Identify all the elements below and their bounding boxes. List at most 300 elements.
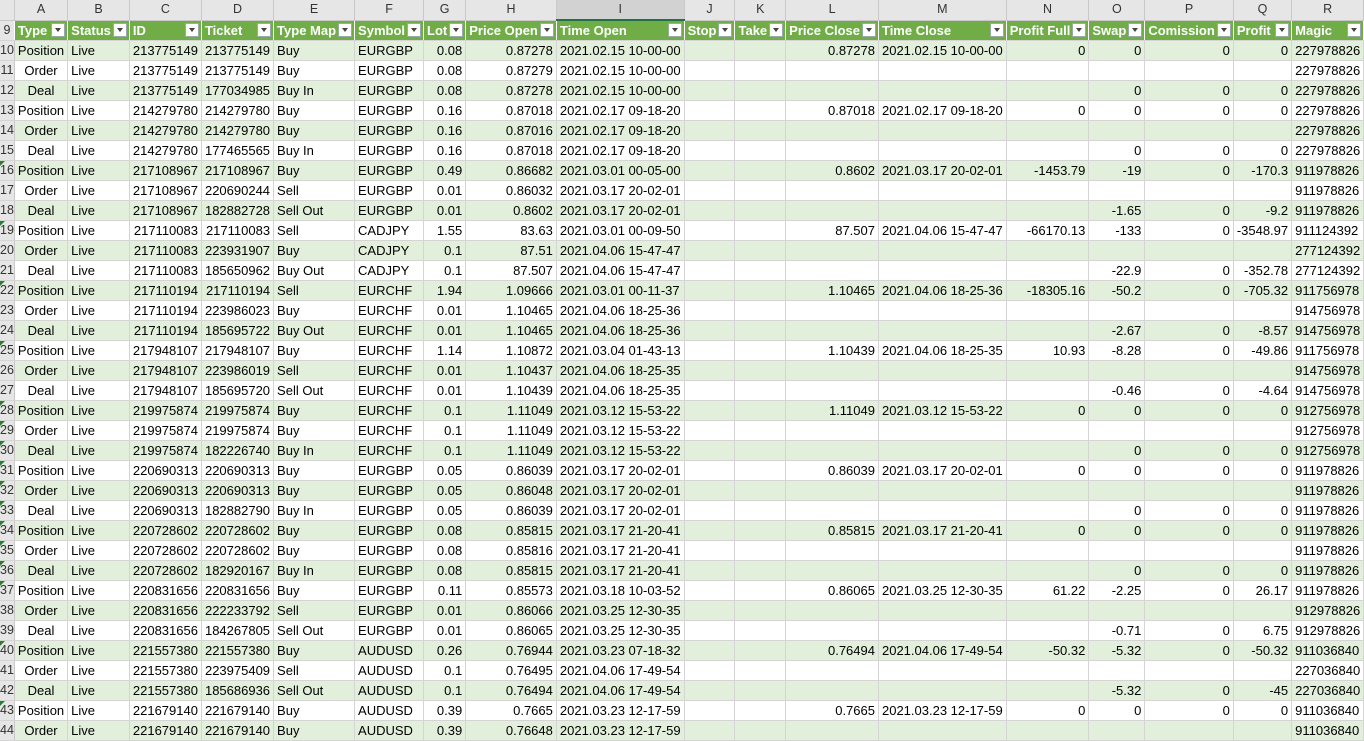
- column-letter-b[interactable]: B: [68, 0, 130, 20]
- cell[interactable]: 914756978: [1292, 361, 1364, 381]
- cell[interactable]: Sell: [274, 181, 355, 201]
- cell[interactable]: 0: [1145, 201, 1233, 221]
- cell[interactable]: 0.05: [424, 481, 466, 501]
- cell[interactable]: 220728602: [129, 521, 201, 541]
- cell[interactable]: -50.2: [1089, 281, 1145, 301]
- cell[interactable]: [684, 241, 735, 261]
- cell[interactable]: Order: [14, 541, 67, 561]
- filter-dropdown-icon[interactable]: [407, 23, 421, 37]
- cell[interactable]: [684, 101, 735, 121]
- cell[interactable]: [878, 421, 1006, 441]
- cell[interactable]: [1145, 661, 1233, 681]
- cell[interactable]: Buy: [274, 61, 355, 81]
- cell[interactable]: [878, 81, 1006, 101]
- cell[interactable]: [878, 721, 1006, 741]
- cell[interactable]: [1145, 541, 1233, 561]
- column-letter-e[interactable]: E: [274, 0, 355, 20]
- cell[interactable]: [1006, 361, 1089, 381]
- cell[interactable]: [735, 161, 786, 181]
- column-letter-h[interactable]: H: [466, 0, 557, 20]
- cell[interactable]: [735, 721, 786, 741]
- cell[interactable]: -66170.13: [1006, 221, 1089, 241]
- cell[interactable]: EURCHF: [355, 321, 424, 341]
- cell[interactable]: 220690313: [129, 461, 201, 481]
- select-all-corner[interactable]: [0, 0, 14, 20]
- cell[interactable]: [786, 541, 879, 561]
- cell[interactable]: 221679140: [129, 701, 201, 721]
- cell[interactable]: [684, 561, 735, 581]
- cell[interactable]: Sell Out: [274, 201, 355, 221]
- cell[interactable]: [1006, 141, 1089, 161]
- cell[interactable]: 2021.03.23 07-18-32: [556, 641, 684, 661]
- cell[interactable]: [684, 321, 735, 341]
- cell[interactable]: 0.16: [424, 121, 466, 141]
- cell[interactable]: [1233, 481, 1291, 501]
- row-number[interactable]: 44: [0, 721, 14, 741]
- cell[interactable]: 911978826: [1292, 521, 1364, 541]
- cell[interactable]: EURGBP: [355, 61, 424, 81]
- column-letter-r[interactable]: R: [1292, 0, 1364, 20]
- cell[interactable]: Live: [68, 101, 130, 121]
- cell[interactable]: 185686936: [201, 681, 273, 701]
- cell[interactable]: 0.1: [424, 401, 466, 421]
- cell[interactable]: 0.86039: [466, 461, 557, 481]
- column-letter-j[interactable]: J: [684, 0, 735, 20]
- cell[interactable]: 0: [1233, 521, 1291, 541]
- cell[interactable]: Position: [14, 461, 67, 481]
- cell[interactable]: [1089, 61, 1145, 81]
- cell[interactable]: 1.10465: [466, 301, 557, 321]
- cell[interactable]: 0.87016: [466, 121, 557, 141]
- cell[interactable]: 0: [1089, 41, 1145, 61]
- cell[interactable]: 221557380: [129, 641, 201, 661]
- cell[interactable]: 0: [1089, 441, 1145, 461]
- cell[interactable]: Live: [68, 121, 130, 141]
- cell[interactable]: 0: [1145, 501, 1233, 521]
- cell[interactable]: [1006, 721, 1089, 741]
- cell[interactable]: [1089, 661, 1145, 681]
- cell[interactable]: 0.7665: [786, 701, 879, 721]
- cell[interactable]: [735, 101, 786, 121]
- cell[interactable]: 221679140: [201, 701, 273, 721]
- cell[interactable]: Live: [68, 141, 130, 161]
- filter-dropdown-icon[interactable]: [668, 23, 682, 37]
- cell[interactable]: [786, 481, 879, 501]
- cell[interactable]: 10.93: [1006, 341, 1089, 361]
- cell[interactable]: Live: [68, 721, 130, 741]
- row-number[interactable]: 23: [0, 301, 14, 321]
- cell[interactable]: 0: [1145, 101, 1233, 121]
- cell[interactable]: [684, 381, 735, 401]
- cell[interactable]: 1.11049: [466, 421, 557, 441]
- cell[interactable]: 0: [1145, 281, 1233, 301]
- cell[interactable]: 0: [1089, 701, 1145, 721]
- row-number[interactable]: 16: [0, 161, 14, 181]
- row-number[interactable]: 27: [0, 381, 14, 401]
- cell[interactable]: 2021.03.01 00-11-37: [556, 281, 684, 301]
- cell[interactable]: -170.3: [1233, 161, 1291, 181]
- cell[interactable]: 83.63: [466, 221, 557, 241]
- cell[interactable]: [684, 261, 735, 281]
- cell[interactable]: 1.11049: [786, 401, 879, 421]
- cell[interactable]: 0.08: [424, 541, 466, 561]
- cell[interactable]: [735, 121, 786, 141]
- cell[interactable]: 0.85815: [466, 561, 557, 581]
- cell[interactable]: Live: [68, 61, 130, 81]
- cell[interactable]: 0.05: [424, 501, 466, 521]
- row-number[interactable]: 40: [0, 641, 14, 661]
- cell[interactable]: 911978826: [1292, 181, 1364, 201]
- cell[interactable]: 2021.02.17 09-18-20: [878, 101, 1006, 121]
- cell[interactable]: [684, 641, 735, 661]
- cell[interactable]: Buy: [274, 241, 355, 261]
- cell[interactable]: [1233, 61, 1291, 81]
- row-number[interactable]: 24: [0, 321, 14, 341]
- cell[interactable]: [735, 41, 786, 61]
- cell[interactable]: Buy In: [274, 561, 355, 581]
- cell[interactable]: 0.76495: [466, 661, 557, 681]
- cell[interactable]: 0.87278: [466, 81, 557, 101]
- cell[interactable]: Live: [68, 181, 130, 201]
- cell[interactable]: 221679140: [129, 721, 201, 741]
- cell[interactable]: 185650962: [201, 261, 273, 281]
- cell[interactable]: 223931907: [201, 241, 273, 261]
- cell[interactable]: [684, 41, 735, 61]
- cell[interactable]: Position: [14, 161, 67, 181]
- cell[interactable]: 0: [1006, 401, 1089, 421]
- cell[interactable]: Live: [68, 381, 130, 401]
- cell[interactable]: 2021.02.15 10-00-00: [878, 41, 1006, 61]
- cell[interactable]: [878, 601, 1006, 621]
- cell[interactable]: 0: [1233, 401, 1291, 421]
- cell[interactable]: 912756978: [1292, 441, 1364, 461]
- cell[interactable]: 2021.03.17 20-02-01: [556, 181, 684, 201]
- cell[interactable]: 0: [1145, 41, 1233, 61]
- cell[interactable]: 0.76944: [466, 641, 557, 661]
- cell[interactable]: EURCHF: [355, 301, 424, 321]
- cell[interactable]: AUDUSD: [355, 681, 424, 701]
- cell[interactable]: 0.87018: [466, 101, 557, 121]
- cell[interactable]: 87.507: [466, 261, 557, 281]
- cell[interactable]: 177034985: [201, 81, 273, 101]
- cell[interactable]: [684, 461, 735, 481]
- cell[interactable]: Buy Out: [274, 321, 355, 341]
- cell[interactable]: 227978826: [1292, 41, 1364, 61]
- cell[interactable]: [1145, 721, 1233, 741]
- cell[interactable]: [684, 341, 735, 361]
- cell[interactable]: [1006, 561, 1089, 581]
- cell[interactable]: Deal: [14, 261, 67, 281]
- cell[interactable]: 227978826: [1292, 81, 1364, 101]
- cell[interactable]: 914756978: [1292, 381, 1364, 401]
- cell[interactable]: 2021.03.23 12-17-59: [878, 701, 1006, 721]
- cell[interactable]: 912978826: [1292, 621, 1364, 641]
- cell[interactable]: Deal: [14, 441, 67, 461]
- cell[interactable]: EURGBP: [355, 81, 424, 101]
- cell[interactable]: EURGBP: [355, 601, 424, 621]
- cell[interactable]: Buy: [274, 101, 355, 121]
- cell[interactable]: [735, 221, 786, 241]
- cell[interactable]: Order: [14, 301, 67, 321]
- cell[interactable]: Live: [68, 521, 130, 541]
- cell[interactable]: 182920167: [201, 561, 273, 581]
- cell[interactable]: EURCHF: [355, 361, 424, 381]
- cell[interactable]: 1.10437: [466, 361, 557, 381]
- cell[interactable]: 0.08: [424, 41, 466, 61]
- cell[interactable]: [735, 621, 786, 641]
- cell[interactable]: [786, 201, 879, 221]
- cell[interactable]: EURCHF: [355, 381, 424, 401]
- column-letter-g[interactable]: G: [424, 0, 466, 20]
- cell[interactable]: 1.10465: [786, 281, 879, 301]
- cell[interactable]: [878, 321, 1006, 341]
- filter-dropdown-icon[interactable]: [113, 23, 127, 37]
- cell[interactable]: 221557380: [201, 641, 273, 661]
- row-number[interactable]: 43: [0, 701, 14, 721]
- cell[interactable]: [735, 541, 786, 561]
- cell[interactable]: 0: [1145, 341, 1233, 361]
- cell[interactable]: 2021.04.06 17-49-54: [556, 681, 684, 701]
- cell[interactable]: Live: [68, 681, 130, 701]
- cell[interactable]: [878, 301, 1006, 321]
- cell[interactable]: [735, 501, 786, 521]
- cell[interactable]: 2021.02.15 10-00-00: [556, 81, 684, 101]
- cell[interactable]: -5.32: [1089, 681, 1145, 701]
- cell[interactable]: 1.94: [424, 281, 466, 301]
- cell[interactable]: [1145, 301, 1233, 321]
- cell[interactable]: -2.67: [1089, 321, 1145, 341]
- cell[interactable]: 0: [1233, 41, 1291, 61]
- cell[interactable]: [1006, 381, 1089, 401]
- cell[interactable]: [878, 681, 1006, 701]
- cell[interactable]: Buy: [274, 401, 355, 421]
- cell[interactable]: [1006, 421, 1089, 441]
- cell[interactable]: 2021.02.17 09-18-20: [556, 101, 684, 121]
- cell[interactable]: 0.16: [424, 101, 466, 121]
- cell[interactable]: 0: [1145, 161, 1233, 181]
- cell[interactable]: Order: [14, 481, 67, 501]
- cell[interactable]: Sell Out: [274, 681, 355, 701]
- cell[interactable]: 911756978: [1292, 281, 1364, 301]
- row-number[interactable]: 26: [0, 361, 14, 381]
- cell[interactable]: Deal: [14, 321, 67, 341]
- cell[interactable]: 0.86065: [466, 621, 557, 641]
- cell[interactable]: -352.78: [1233, 261, 1291, 281]
- cell[interactable]: 0.1: [424, 661, 466, 681]
- cell[interactable]: 0: [1233, 81, 1291, 101]
- cell[interactable]: Live: [68, 461, 130, 481]
- cell[interactable]: 6.75: [1233, 621, 1291, 641]
- cell[interactable]: 184267805: [201, 621, 273, 641]
- cell[interactable]: Live: [68, 481, 130, 501]
- cell[interactable]: Order: [14, 361, 67, 381]
- cell[interactable]: 0: [1089, 521, 1145, 541]
- cell[interactable]: 0.76494: [466, 681, 557, 701]
- cell[interactable]: 911978826: [1292, 581, 1364, 601]
- cell[interactable]: 2021.03.12 15-53-22: [556, 401, 684, 421]
- cell[interactable]: -3548.97: [1233, 221, 1291, 241]
- cell[interactable]: 214279780: [201, 121, 273, 141]
- cell[interactable]: 227036840: [1292, 681, 1364, 701]
- filter-dropdown-icon[interactable]: [769, 23, 783, 37]
- row-number[interactable]: 38: [0, 601, 14, 621]
- cell[interactable]: 0.16: [424, 141, 466, 161]
- cell[interactable]: Deal: [14, 561, 67, 581]
- cell[interactable]: Position: [14, 41, 67, 61]
- cell[interactable]: AUDUSD: [355, 641, 424, 661]
- cell[interactable]: EURGBP: [355, 521, 424, 541]
- cell[interactable]: [1089, 241, 1145, 261]
- cell[interactable]: [878, 501, 1006, 521]
- row-number[interactable]: 11: [0, 61, 14, 81]
- cell[interactable]: 2021.04.06 15-47-47: [556, 261, 684, 281]
- cell[interactable]: 911036840: [1292, 721, 1364, 741]
- cell[interactable]: 1.10439: [786, 341, 879, 361]
- cell[interactable]: Buy: [274, 461, 355, 481]
- filter-dropdown-icon[interactable]: [449, 23, 463, 37]
- cell[interactable]: 0.1: [424, 261, 466, 281]
- cell[interactable]: Live: [68, 361, 130, 381]
- cell[interactable]: 61.22: [1006, 581, 1089, 601]
- cell[interactable]: Sell: [274, 221, 355, 241]
- cell[interactable]: [878, 381, 1006, 401]
- cell[interactable]: [1006, 261, 1089, 281]
- cell[interactable]: Live: [68, 561, 130, 581]
- cell[interactable]: [684, 521, 735, 541]
- cell[interactable]: 0.01: [424, 181, 466, 201]
- cell[interactable]: 182226740: [201, 441, 273, 461]
- cell[interactable]: EURCHF: [355, 281, 424, 301]
- cell[interactable]: 185695722: [201, 321, 273, 341]
- cell[interactable]: Live: [68, 41, 130, 61]
- cell[interactable]: [878, 141, 1006, 161]
- cell[interactable]: 217108967: [129, 181, 201, 201]
- cell[interactable]: [1006, 621, 1089, 641]
- cell[interactable]: 220728602: [129, 541, 201, 561]
- cell[interactable]: 177465565: [201, 141, 273, 161]
- cell[interactable]: 220690313: [129, 481, 201, 501]
- cell[interactable]: -2.25: [1089, 581, 1145, 601]
- cell[interactable]: 0: [1145, 321, 1233, 341]
- filter-dropdown-icon[interactable]: [51, 23, 65, 37]
- cell[interactable]: [735, 141, 786, 161]
- cell[interactable]: 277124392: [1292, 241, 1364, 261]
- cell[interactable]: 0: [1089, 101, 1145, 121]
- cell[interactable]: 0.11: [424, 581, 466, 601]
- cell[interactable]: [735, 361, 786, 381]
- cell[interactable]: 221557380: [129, 661, 201, 681]
- cell[interactable]: Buy: [274, 641, 355, 661]
- cell[interactable]: [684, 401, 735, 421]
- cell[interactable]: 2021.03.04 01-43-13: [556, 341, 684, 361]
- cell[interactable]: [1233, 421, 1291, 441]
- cell[interactable]: [735, 601, 786, 621]
- cell[interactable]: [735, 381, 786, 401]
- cell[interactable]: CADJPY: [355, 261, 424, 281]
- filter-dropdown-icon[interactable]: [718, 23, 732, 37]
- cell[interactable]: 277124392: [1292, 261, 1364, 281]
- cell[interactable]: 1.55: [424, 221, 466, 241]
- cell[interactable]: 0: [1233, 441, 1291, 461]
- cell[interactable]: 2021.03.12 15-53-22: [556, 421, 684, 441]
- cell[interactable]: 0: [1233, 461, 1291, 481]
- cell[interactable]: 217948107: [201, 341, 273, 361]
- cell[interactable]: 0: [1006, 701, 1089, 721]
- cell[interactable]: 0: [1145, 461, 1233, 481]
- cell[interactable]: [1089, 421, 1145, 441]
- cell[interactable]: 2021.03.25 12-30-35: [556, 601, 684, 621]
- cell[interactable]: [684, 421, 735, 441]
- cell[interactable]: 2021.03.25 12-30-35: [878, 581, 1006, 601]
- cell[interactable]: 87.51: [466, 241, 557, 261]
- cell[interactable]: [1006, 241, 1089, 261]
- cell[interactable]: 1.10465: [466, 321, 557, 341]
- cell[interactable]: [786, 601, 879, 621]
- cell[interactable]: Live: [68, 341, 130, 361]
- cell[interactable]: Buy: [274, 41, 355, 61]
- cell[interactable]: [1006, 181, 1089, 201]
- cell[interactable]: 0: [1145, 261, 1233, 281]
- cell[interactable]: 0.1: [424, 441, 466, 461]
- cell[interactable]: Position: [14, 521, 67, 541]
- cell[interactable]: Buy: [274, 301, 355, 321]
- cell[interactable]: [684, 181, 735, 201]
- cell[interactable]: [684, 601, 735, 621]
- row-number[interactable]: 13: [0, 101, 14, 121]
- cell[interactable]: [786, 681, 879, 701]
- cell[interactable]: -50.32: [1233, 641, 1291, 661]
- cell[interactable]: -50.32: [1006, 641, 1089, 661]
- cell[interactable]: Buy In: [274, 441, 355, 461]
- cell[interactable]: Buy: [274, 481, 355, 501]
- column-letter-q[interactable]: Q: [1233, 0, 1291, 20]
- cell[interactable]: Live: [68, 661, 130, 681]
- cell[interactable]: [1233, 181, 1291, 201]
- cell[interactable]: 0.76648: [466, 721, 557, 741]
- row-number[interactable]: 39: [0, 621, 14, 641]
- cell[interactable]: 220831656: [129, 621, 201, 641]
- cell[interactable]: Live: [68, 701, 130, 721]
- cell[interactable]: Buy: [274, 581, 355, 601]
- cell[interactable]: 2021.02.15 10-00-00: [556, 41, 684, 61]
- cell[interactable]: [684, 661, 735, 681]
- cell[interactable]: [684, 441, 735, 461]
- cell[interactable]: 0.05: [424, 461, 466, 481]
- cell[interactable]: Live: [68, 641, 130, 661]
- cell[interactable]: -0.46: [1089, 381, 1145, 401]
- cell[interactable]: [1145, 481, 1233, 501]
- cell[interactable]: Sell Out: [274, 381, 355, 401]
- cell[interactable]: 0.01: [424, 321, 466, 341]
- cell[interactable]: 2021.03.12 15-53-22: [878, 401, 1006, 421]
- cell[interactable]: 0.87278: [466, 41, 557, 61]
- cell[interactable]: Live: [68, 501, 130, 521]
- cell[interactable]: [786, 441, 879, 461]
- cell[interactable]: 2021.04.06 18-25-35: [878, 341, 1006, 361]
- cell[interactable]: 2021.03.17 20-02-01: [878, 161, 1006, 181]
- cell[interactable]: [786, 181, 879, 201]
- cell[interactable]: Live: [68, 581, 130, 601]
- cell[interactable]: -0.71: [1089, 621, 1145, 641]
- cell[interactable]: 227978826: [1292, 101, 1364, 121]
- cell[interactable]: 220690313: [201, 481, 273, 501]
- cell[interactable]: [1145, 181, 1233, 201]
- cell[interactable]: 912756978: [1292, 421, 1364, 441]
- cell[interactable]: 2021.04.06 18-25-35: [556, 361, 684, 381]
- cell[interactable]: [684, 501, 735, 521]
- cell[interactable]: 0: [1006, 101, 1089, 121]
- cell[interactable]: EURGBP: [355, 541, 424, 561]
